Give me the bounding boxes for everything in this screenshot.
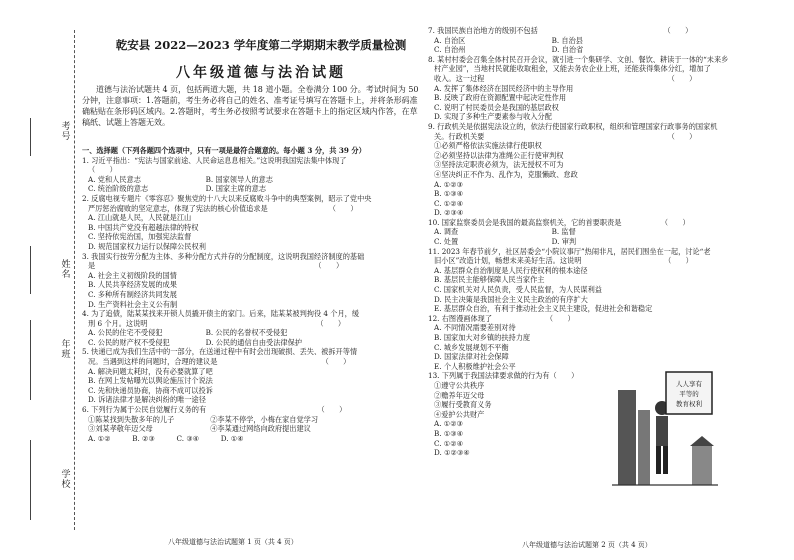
right-line: ①必须严格依法实施法律行使职权 — [434, 141, 542, 151]
left-line: 4. 为了追债，陆某某找来开锁人员撬开债主的家门。后来，陆某某被判拘役 4 个月，缓 — [82, 309, 360, 319]
left-line: 况。当遇到这样的问题时，合理的建议是 （ ） — [88, 357, 351, 367]
svg-text:平等的: 平等的 — [679, 390, 699, 398]
right-line: 8. 某村村委会召集全体村民召开会议，就引进一个集研学、文创、餐饮、耕读于一体的“未来乡 — [428, 54, 729, 64]
right-line: 旧小区”改造计划，畅想未来美好生活。这说明 （ ） — [434, 256, 693, 266]
exam-no-label: 考号 — [61, 122, 71, 142]
right-line: C. 说明了村民委员会是我国的基层政权 — [434, 102, 559, 112]
left-line: ①陈某找到失散多年的儿子 ②李某不停学，小梅在家自觉学习 — [88, 414, 319, 424]
right-line: C. 国家机关对人民负责，受人民监督，为人民谋利益 — [434, 285, 602, 295]
right-line: D. 国家法律对社会保障 — [434, 352, 509, 362]
fold-line — [74, 30, 75, 530]
right-line: 村产业园”，当地村民就能收取租金，又能去务农企业上班，还能获得集体分红，增加了 — [434, 64, 711, 74]
right-line: 关。行政机关要 （ ） — [434, 131, 697, 141]
left-line: D. 规范国家权力运行以保障公民权利 — [88, 241, 206, 251]
right-line: A. ①②③ — [434, 179, 464, 189]
left-line: A. 社会主义初级阶段的国情 — [88, 270, 177, 280]
left-line: A. 党和人民意志 B. 国家领导人的意志 — [88, 174, 273, 184]
school-line — [30, 440, 31, 520]
left-line: 2. 反腐电视专题片《零容忍》聚焦党的十八大以来反腐败斗争中的典型案例，昭示了党中央 — [82, 193, 372, 203]
right-line: B. 国家加大对乡镇的扶持力度 — [434, 333, 531, 342]
right-line: 7. 我国民族自治地方的级别不包括 （ ） — [428, 26, 693, 35]
left-line: C. 多种所有制经济共同发展 — [88, 289, 177, 299]
right-line: D. 实现了多种生产要素参与收入分配 — [434, 112, 552, 122]
left-line: A. 解决问题太耗时，没有必要就算了吧 — [88, 366, 213, 376]
building-left — [618, 390, 636, 485]
right-line: D. ②③④ — [434, 208, 464, 218]
right-line: E. 个人积极维护社会公平 — [434, 361, 516, 371]
right-line: 收入。这一过程 （ ） — [434, 73, 697, 83]
left-line: D. 生产资料社会主义公有制 — [88, 299, 178, 309]
house-right — [692, 446, 712, 485]
left-line: B. 人民共享经济发展的成果 — [88, 280, 177, 290]
left-line: 1. 习近平指出：“宪法与国家前途、人民命运息息相关。”这说明我国宪法集中体现了 — [82, 155, 347, 165]
right-line: 12. 右图漫画体现了 （ ） — [428, 313, 575, 323]
right-line: 11. 2023 年春节前夕，社区居委会“小院议事厅”热闹非凡，居民们围坐在一起，讨论“老 — [428, 246, 711, 256]
right-line: C. 自治州 D. 自治省 — [434, 45, 584, 55]
left-line: C. 统治阶级的意志 D. 国家主席的意志 — [88, 184, 267, 194]
right-line: ②赡养年迈父母 — [434, 390, 485, 400]
right-line: C. ①②④ — [434, 198, 464, 208]
right-line: B. 基层民主能够保障人民当家作主 — [434, 275, 545, 285]
left-line: A. 江山就是人民，人民就是江山 — [88, 213, 192, 223]
right-line: A. 调查 B. 监督 — [434, 227, 576, 237]
school-label: 学校 — [61, 470, 71, 490]
left-column-questions — [82, 146, 420, 443]
building-mid — [638, 410, 650, 485]
right-line: C. ①②④ — [434, 438, 464, 448]
left-line: 刑 6 个月。这说明 （ ） — [88, 318, 346, 328]
left-line: C. 坚持依宪治国，加强宪法监督 — [88, 232, 192, 242]
left-line: A. ①② B. ②③ C. ③④ D. ①④ — [88, 433, 244, 443]
left-line: 严厉惩治腐败的坚定意志，体现了宪法的核心价值追求是 （ ） — [88, 203, 358, 213]
left-line: D. 诉诸法律才是解决纠纷的唯一途径 — [88, 395, 206, 405]
right-line: ①遵守公共秩序 — [434, 380, 485, 390]
right-line: 10. 国家监察委员会是我国的最高监察机关，它的首要职责是 （ ） — [428, 217, 690, 227]
right-line: A. 发挥了集体经济在国民经济中的主导作用 — [434, 83, 574, 93]
left-line: C. 公民的财产权不受侵犯 D. 公民的通信自由受法律保护 — [88, 337, 302, 347]
right-line: D. 民主决策是我国社会主义民主政治的有序扩大 — [434, 294, 588, 304]
right-line: A. ①②③ — [434, 419, 464, 429]
left-line: ③刘某孝敬年迈父母 ④李某通过网络向政府提出建议 — [88, 424, 311, 434]
footer-page-2: 八年级道德与法治试题第 2 页（共 4 页） — [522, 541, 652, 549]
footer-page-1: 八年级道德与法治试题第 1 页（共 4 页） — [168, 538, 298, 546]
left-line: 3. 我国实行按劳分配为主体、多种分配方式并存的分配制度，这说明我国经济制度的基础 — [82, 251, 365, 261]
class-label: 年 班 — [61, 340, 71, 360]
right-line: ③坚持法定职责必须为，法无授权不可为 — [434, 160, 564, 170]
left-line: 6. 下列行为属于公民自觉履行义务的有 （ ） — [82, 405, 347, 415]
exam-subtitle: 八年级道德与法治试题 — [176, 65, 346, 81]
exam-notice: 道德与法治试题共 4 页，包括两道大题，共 18 道小题。全卷满分 100 分。考试时间为 50 分钟，注意事项：1.答题前，考生务必将自己的姓名、准考证号填写在答题卡上，并将条形码准确粘贴在条形码区域内。2.答题时，考生务必按照考试要求在答题卡上的指定区域内作答，在草稿纸、试题上答题无效。 — [82, 85, 419, 127]
left-line: 一、选择题（下列各题四个选项中，只有一项是最符合题意的。每小题 3 分，共 39 分） — [82, 146, 366, 155]
right-line: B. ①③④ — [434, 428, 464, 438]
right-line: ④爱护公共财产 — [434, 409, 485, 419]
person-body — [656, 416, 668, 446]
name-line — [30, 246, 31, 294]
right-line: ③履行受教育义务 — [434, 400, 492, 410]
right-line: C. 处置 D. 审判 — [434, 237, 577, 247]
name-label: 姓名 — [61, 260, 71, 280]
right-line: B. ①③④ — [434, 189, 464, 199]
binding-margin — [0, 0, 78, 560]
cartoon-illustration — [612, 350, 718, 498]
right-line: ②必须坚持以法律为准绳公正行使审判权 — [434, 150, 564, 160]
exam-no-line — [30, 118, 31, 156]
svg-text:教育权利: 教育权利 — [676, 400, 702, 408]
left-line: A. 公民的住宅不受侵犯 B. 公民的名誉权不受侵犯 — [88, 328, 288, 338]
left-line: B. 中国共产党没有超越法律的特权 — [88, 222, 199, 232]
right-line: A. 基层群众自治制度是人民行使权利的根本途径 — [434, 265, 588, 275]
left-line: （ ） — [88, 165, 117, 175]
left-line: C. 先和快递员协商，协商不成可以投诉 — [88, 385, 213, 395]
left-line: 是 （ ） — [88, 261, 344, 271]
class-line — [30, 320, 31, 400]
right-line: 9. 行政机关是依据宪法设立的，依法行使国家行政职权，组织和管理国家行政事务的国家机 — [428, 121, 718, 131]
right-line: B. 反映了政府在资源配置中起决定性作用 — [434, 93, 567, 103]
svg-text:人人享有: 人人享有 — [676, 380, 702, 388]
left-line: B. 在网上发帖曝光以舆论施压讨个说法 — [88, 376, 213, 386]
right-line: ④坚决纠正不作为、乱作为，克服懒政、怠政 — [434, 169, 578, 179]
right-line: D. ①②③④ — [434, 448, 470, 458]
right-line: A. 自治区 B. 自治县 — [434, 35, 583, 45]
right-line: E. 基层群众自治，有利于推动社会主义民主建设，促进社会和谐稳定 — [434, 304, 653, 314]
exam-title: 乾安县 2022—2023 学年度第二学期期末教学质量检测 — [115, 38, 407, 52]
right-line: C. 城乡发展规划不平衡 — [434, 342, 509, 352]
right-line: A. 不同情况需要差别对待 — [434, 323, 516, 333]
left-line: 5. 快递已成为我们生活中的一部分，在送递过程中有时会出现破损、丢失、被拆开等情 — [82, 347, 358, 357]
right-line: 13. 下列属于我国法律要求做的行为有（ ） — [428, 371, 579, 381]
